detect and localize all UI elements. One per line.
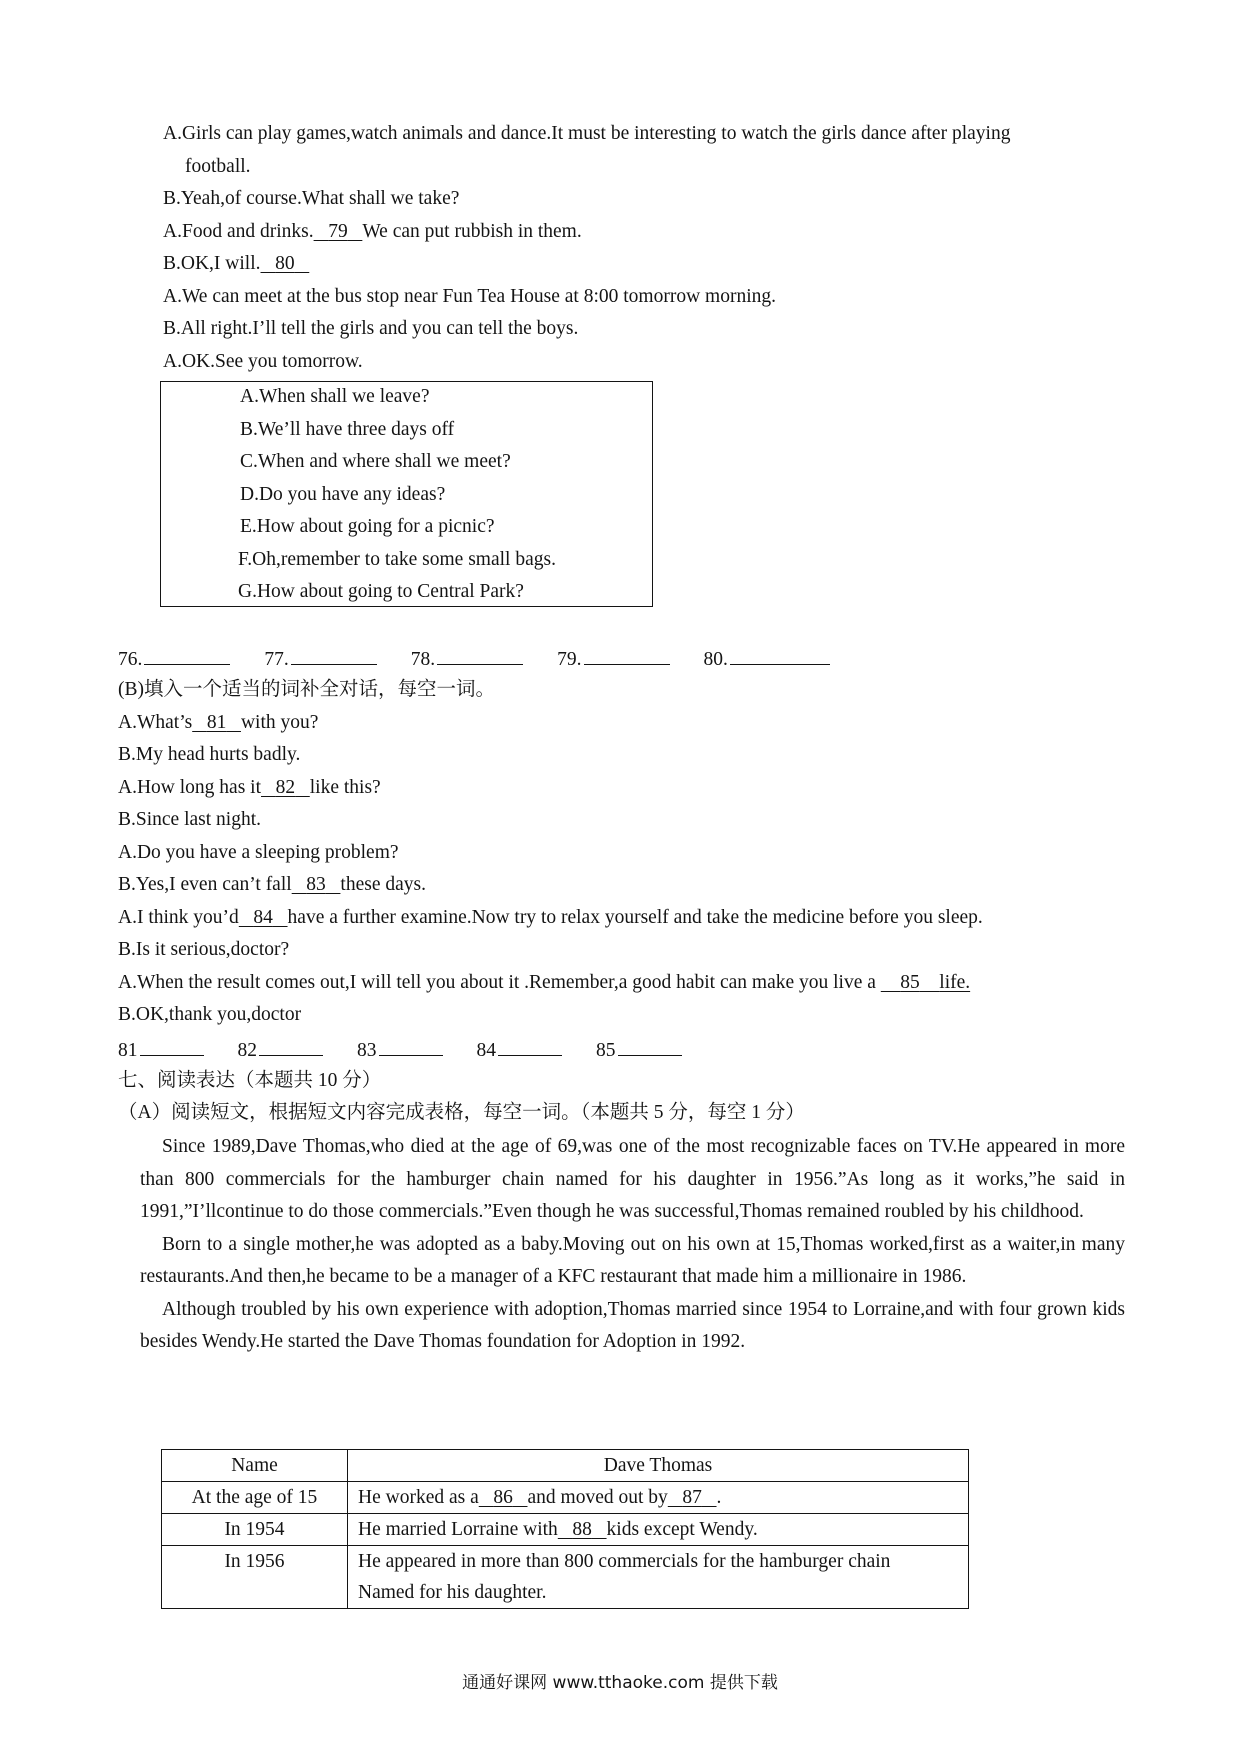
table-header-row (162, 1450, 969, 1482)
footer-source: 通通好课网 www.tthaoke.com 提供下载 (462, 1673, 778, 1693)
answer-blank (437, 644, 523, 665)
table-row (162, 1482, 969, 1514)
speaker: A (163, 286, 178, 307)
table-header-value: Dave Thomas (348, 1450, 969, 1482)
dialogue-text: .All right.I’ll tell the girls and you can tell the boys. (176, 318, 579, 339)
reading-passage (140, 1131, 1125, 1359)
dialogue-b-line-8: B.Is it serious,doctor? (118, 939, 290, 960)
answer-blank (498, 1035, 562, 1056)
option-a: A.When shall we leave? (240, 386, 430, 407)
dialogue-b-line-3: A.How long has it 82 like this? (118, 777, 381, 798)
speaker: A (163, 221, 178, 242)
blank-81: 81 (206, 712, 227, 733)
speaker: B (163, 318, 177, 339)
option-f: F.Oh,remember to take some small bags. (238, 549, 556, 570)
speaker: A (163, 123, 178, 144)
blank-84: 84 (253, 907, 273, 928)
dialogue-b-line-7: A.I think you’d 84 have a further examine.Now try to relax yourself and take the medicine before you sleep. (118, 907, 983, 928)
dialogue-b-line-10: B.OK,thank you,doctor (118, 1004, 302, 1025)
dialogue-text: .OK,I will. (176, 253, 261, 274)
passage-paragraph-1: Since 1989,Dave Thomas,who died at the age of 69,was one of the most recognizable faces on TV.He appeared in more than 800 commercials for the hamburger chain named for his daughter in 1956.”As long as it works,”he said in 1991,”I’llcontinue to do those commercials.”Even though he was successful,Thomas remained roubled by his childhood. (140, 1136, 1125, 1222)
dialogue-a-line-5 (163, 251, 309, 277)
blank-82: 82 (275, 777, 296, 798)
blank-83: 83 (306, 874, 326, 895)
answer-line-81-85 (118, 1035, 682, 1064)
answer-number: 82 (237, 1040, 257, 1061)
section-7-title: 七、阅读表达（本题共 10 分） (118, 1070, 382, 1091)
answer-number: 79. (557, 649, 582, 670)
dialogue-b-line-9: A.When the result comes out,I will tell you about it .Remember,a good habit can make you live a 85 life. (118, 972, 971, 993)
answer-number: 77. (264, 649, 289, 670)
answer-blank (730, 644, 830, 665)
answer-blank (144, 644, 230, 665)
dialogue-b-line-2: B.My head hurts badly. (118, 744, 301, 765)
answer-number: 81 (118, 1040, 138, 1061)
table-row (162, 1546, 969, 1609)
answer-blank (140, 1035, 204, 1056)
dialogue-text: football. (185, 156, 251, 177)
dialogue-b-line-1: A.What’s 81 with you? (118, 712, 319, 733)
answer-number: 76. (118, 649, 143, 670)
table-row-label: At the age of 15 (162, 1482, 348, 1514)
dialogue-b-line-5: A.Do you have a sleeping problem? (118, 842, 399, 863)
option-e: E.How about going for a picnic? (240, 516, 495, 537)
passage-paragraph-2: Born to a single mother,he was adopted as a baby.Moving out on his own at 15,Thomas worked,first as a waiter,in many restaurants.And then,he became to be a manager of a KFC restaurant that made him a millionaire in 1986. (140, 1233, 1125, 1287)
option-b: B.We’ll have three days off (240, 419, 455, 440)
answer-blank (618, 1035, 682, 1056)
dialogue-text: .Girls can play games,watch animals and dance.It must be interesting to watch the girls dance after playing (177, 123, 1011, 144)
blank-86: 86 (493, 1487, 513, 1508)
dialogue-b-line-4: B.Since last night. (118, 809, 262, 830)
option-g: G.How about going to Central Park? (238, 581, 524, 602)
passage-paragraph-3: Although troubled by his own experience with adoption,Thomas married since 1954 to Lorraine,and with four grown kids besides Wendy.He started the Dave Thomas foundation for Adoption in 1992. (140, 1298, 1125, 1352)
option-c: C.When and where shall we meet? (240, 451, 511, 472)
dialogue-a-line-4 (163, 219, 582, 245)
blank-88: 88 (572, 1519, 592, 1540)
dialogue-text: .OK.See you tomorrow. (177, 351, 363, 372)
answer-line-76-80 (118, 644, 830, 673)
speaker: B (163, 188, 177, 209)
dialogue-text: .Yeah,of course.What shall we take? (176, 188, 460, 209)
table-row-value: He appeared in more than 800 commercials for the hamburger chain Named for his daughter. (348, 1546, 969, 1609)
dialogue-a-line-6 (163, 284, 776, 310)
dialogue-text: We can put rubbish in them. (362, 221, 582, 242)
dialogue-text: .We can meet at the bus stop near Fun Tea House at 8:00 tomorrow morning. (177, 286, 776, 307)
table-row-value: He married Lorraine with 88 kids except Wendy. (348, 1514, 969, 1546)
dialogue-a-line-7 (163, 316, 578, 342)
dialogue-a-line-2 (185, 154, 251, 180)
blank-87: 87 (682, 1487, 702, 1508)
answer-number: 84 (476, 1040, 496, 1061)
answer-number: 85 (596, 1040, 616, 1061)
blank-79: 79 (328, 221, 348, 242)
table-row (162, 1514, 969, 1546)
answer-blank (259, 1035, 323, 1056)
option-d: D.Do you have any ideas? (240, 484, 446, 505)
blank-85: 85 life. (900, 972, 971, 993)
table-row-value: He worked as a 86 and moved out by 87 . (348, 1482, 969, 1514)
dialogue-text: .Food and drinks. (177, 221, 314, 242)
dialogue-a-line-3 (163, 186, 459, 212)
answer-blank (291, 644, 377, 665)
answer-number: 78. (410, 649, 436, 670)
dialogue-a-line-8 (163, 349, 363, 375)
dialogue-a-line-1 (163, 121, 1010, 147)
dialogue-b-line-6: B.Yes,I even can’t fall 83 these days. (118, 874, 426, 895)
answer-number: 83 (357, 1040, 377, 1061)
speaker: B (163, 253, 177, 274)
answer-blank (584, 644, 670, 665)
section-b-title: (B)填入一个适当的词补全对话，每空一词。 (118, 679, 495, 700)
info-table (161, 1449, 969, 1609)
table-header-name: Name (162, 1450, 348, 1482)
answer-number: 80. (703, 649, 728, 670)
table-row-label: In 1954 (162, 1514, 348, 1546)
table-row-label: In 1956 (162, 1546, 348, 1609)
answer-blank (379, 1035, 443, 1056)
blank-80: 80 (275, 253, 295, 274)
section-7a-title: （A）阅读短文，根据短文内容完成表格，每空一词。（本题共 5 分，每空 1 分） (118, 1102, 805, 1123)
speaker: A (163, 351, 178, 372)
